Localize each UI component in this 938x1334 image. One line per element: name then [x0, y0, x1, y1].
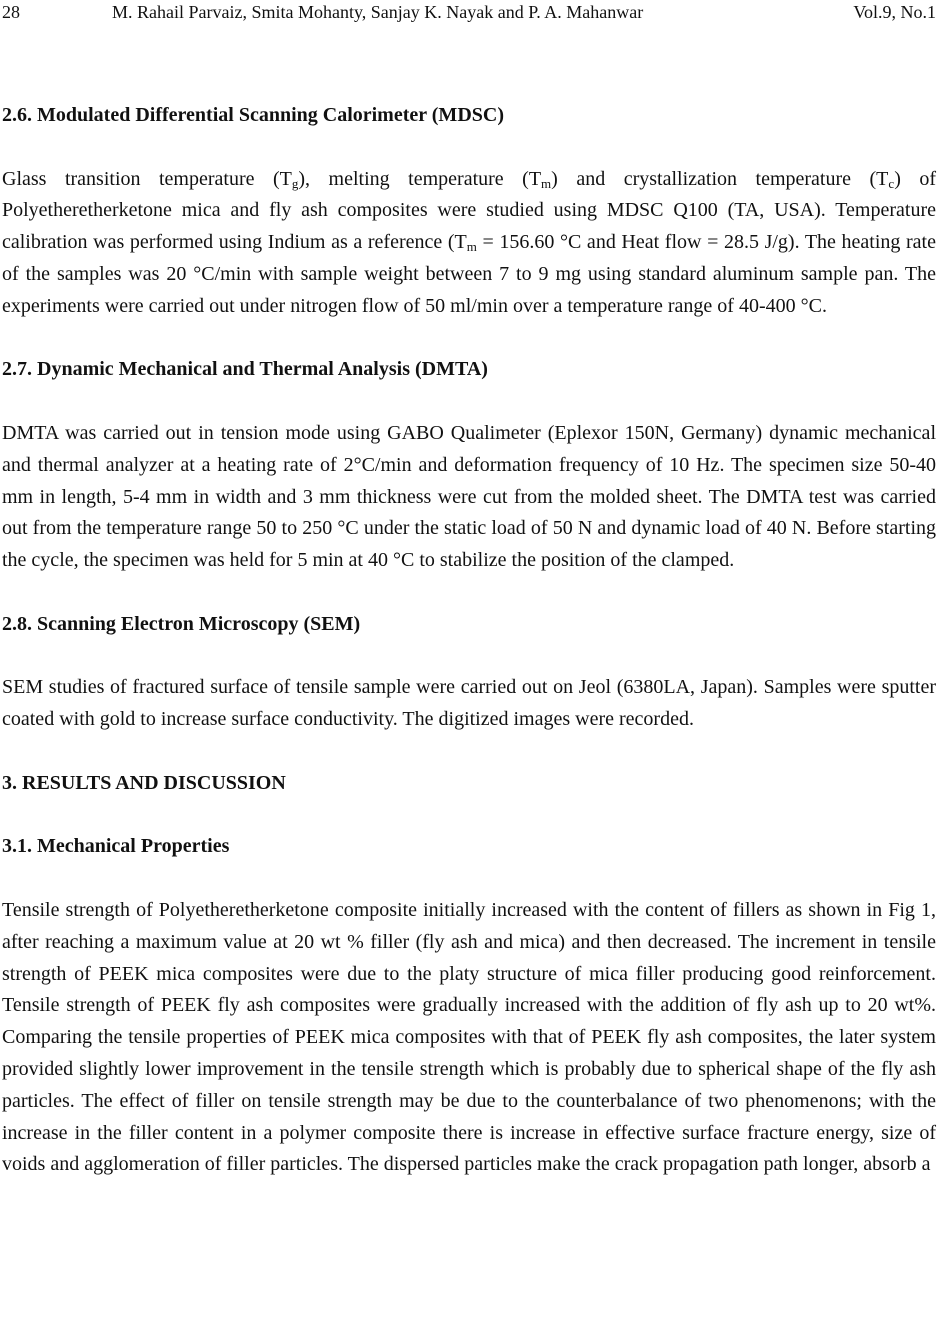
section-2-6-heading: 2.6. Modulated Differential Scanning Calorimeter (MDSC): [2, 104, 504, 126]
header-authors: M. Rahail Parvaiz, Smita Mohanty, Sanjay K. Nayak and P. A. Mahanwar: [112, 2, 644, 22]
section-3-1-heading: 3.1. Mechanical Properties: [2, 835, 230, 858]
page-body: [2, 100, 936, 1181]
section-2-6-paragraph: Glass transition temperature $(T_g)$, melting temperature $(T_m)$ and crystallization temperature $(T_c)$ of Polyetheretherketone mica and fly ash composites were studied using MDSC Q100 (TA, USA). Temperature calibration was performed using Indium as a reference ($T_m = 156.60$ °C and Heat flow = 28.5 J/g). The heating rate of the samples was 20 °C/min with sample weight between 7 to 9 mg using standard aluminum sample pan. The experiments were carried out under nitrogen flow of 50 ml/min over a temperature range of 40-400 °C.: [2, 167, 937, 317]
section-2-7-heading: 2.7. Dynamic Mechanical and Thermal Analysis (DMTA): [2, 358, 488, 381]
section-2-8-paragraph: SEM studies of fractured surface of tensile sample were carried out on Jeol (6380LA, Japan). Samples were sputter coated with gold to increase surface conductivity. The digitized images were recorded.: [2, 676, 936, 731]
section-3-1-paragraph: Tensile strength of Polyetheretherketone composite initially increased with the content of fillers as shown in Fig 1, after reaching a maximum value at 20 wt % filler (fly ash and mica) and then decreased. The increment in tensile strength of PEEK mica composites were due to the platy structure of mica filler producing good reinforcement. Tensile strength of PEEK fly ash composites were gradually increased with the addition of fly ash up to 20 wt%. Comparing the tensile properties of PEEK mica composites with that of PEEK fly ash composites, the later system provided slightly lower improvement in the tensile strength which is probably due to spherical shape of the fly ash particles. The effect of filler on tensile strength may be due to the counterbalance of two phenomenons; with the increase in the filler content in a polymer composite there is increase in effective surface fracture energy, size of voids and agglomeration of filler particles. The dispersed particles make the crack propagation path longer, absorb a: [2, 898, 936, 1176]
section-2-7-paragraph: DMTA was carried out in tension mode using GABO Qualimeter (Eplexor 150N, Germany) dynamic mechanical and thermal analyzer at a heating rate of 2°C/min and deformation frequency of 10 Hz. The specimen size 50-40 mm in length, 5-4 mm in width and 3 mm thickness were cut from the molded sheet. The DMTA test was carried out from the temperature range 50 to 250 °C under the static load of 50 N and dynamic load of 40 N. Before starting the cycle, the specimen was held for 5 min at 40 °C to stabilize the position of the clamped.: [2, 421, 936, 572]
section-3-heading: 3. RESULTS AND DISCUSSION: [2, 771, 286, 794]
section-2-8-heading: 2.8. Scanning Electron Microscopy (SEM): [2, 612, 361, 635]
page-number: 28: [2, 2, 20, 22]
header-volume: Vol.9, No.1: [853, 2, 936, 22]
running-header: [2, 0, 936, 24]
